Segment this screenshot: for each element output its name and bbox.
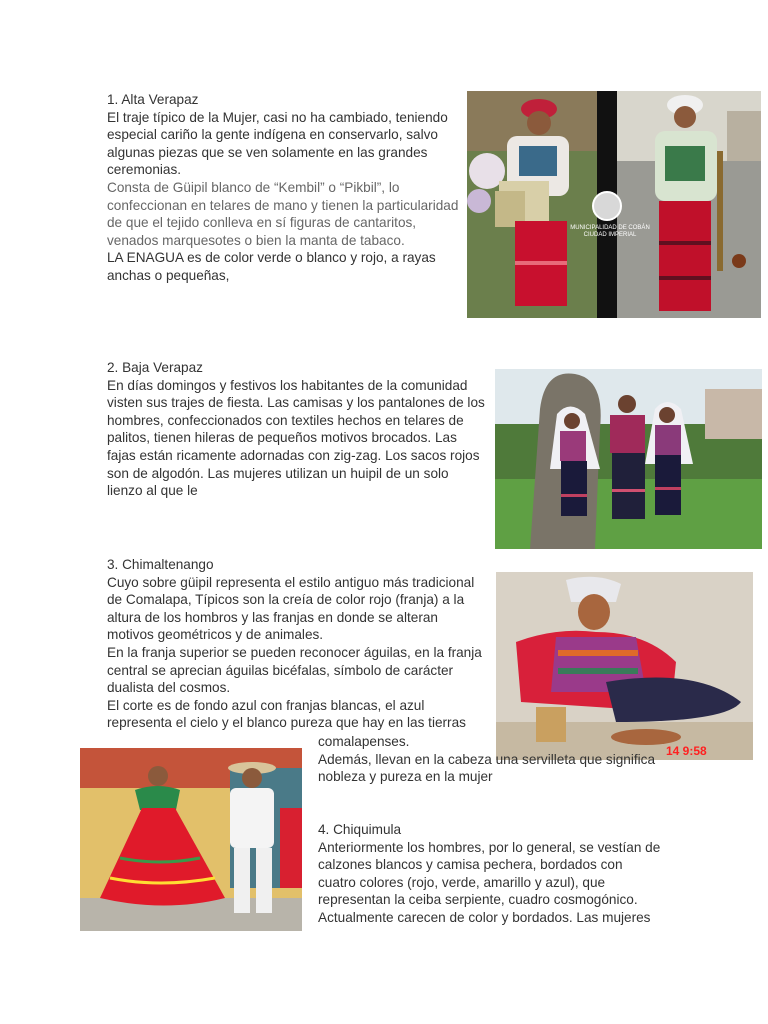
section-heading: 1. Alta Verapaz [107, 92, 199, 107]
seal-text-line: MUNICIPALIDAD DE COBÁN [570, 225, 650, 231]
paragraph: En días domingos y festivos los habitantes de la comunidad visten sus trajes de fiesta. Las camisas y los pantalones de los hombres, confeccionados con textiles hechos en telares de palitos, tienen hileras de pequeños motivos brocados. Las fajas están ricamente adornadas con zig-zag. Los sacos rojos son de algodón. Las mujeres utilizan un huipil de un solo lienzo al que le [107, 377, 485, 499]
seal-text-line: CIUDAD IMPERIAL [583, 232, 637, 238]
paragraph: En la franja superior se pueden reconocer águilas, en la franja central se aprecian águilas bicéfalas, símbolo de carácter dualista del cosmos. [107, 644, 482, 696]
paragraph: El traje típico de la Mujer, casi no ha cambiado, teniendo especial cariño la gente indígena en conservarlo, salvo algunas piezas que se ven solamente en las grandes ceremonias. [107, 109, 448, 178]
section-alta-verapaz [107, 91, 462, 285]
paragraph: El corte es de fondo azul con franjas blancas, el azul representa el cielo y el blanco pureza que hay en las tierras [107, 697, 466, 731]
section-chiquimula [318, 821, 663, 927]
painting-timestamp: 14 9:58 [666, 744, 707, 758]
photo-chimaltenango-painting [496, 572, 753, 760]
paragraph: comalapenses. [318, 734, 410, 749]
seal-text [570, 225, 650, 239]
section-heading: 4. Chiquimula [318, 822, 402, 837]
paragraph: Además, llevan en la cabeza una servilleta que significa nobleza y pureza en la mujer [318, 751, 656, 785]
section-heading: 2. Baja Verapaz [107, 360, 203, 375]
photo-alta-verapaz-women [467, 91, 761, 318]
chimaltenango-continuation [318, 733, 663, 786]
photo-chiquimula-dancers [80, 748, 302, 931]
section-heading: 3. Chimaltenango [107, 557, 214, 572]
paragraph: LA ENAGUA es de color verde o blanco y rojo, a rayas anchas o pequeñas, [107, 250, 436, 283]
paragraph: Anteriormente los hombres, por lo general, se vestían de calzones blancos y camisa pechera, bordados con cuatro colores (rojo, verde, amarillo y azul), que representan la ceiba serpiente, cuadro cosmogónico. Actualmente carecen de color y bordados. Las mujeres [318, 839, 661, 925]
photo-baja-verapaz-girls [495, 369, 762, 549]
paragraph: Cuyo sobre güipil representa el estilo antiguo más tradicional de Comalapa, Típicos son la creía de color rojo (franja) a la altura de los hombros y las franjas en donde se alteran motivos geométricos y de animales. [107, 574, 475, 643]
section-baja-verapaz [107, 359, 487, 500]
section-chimaltenango [107, 556, 485, 732]
paragraph: Consta de Güipil blanco de “Kembil” o “Pikbil”, lo confeccionan en telares de mano y tienen la particularidad de que el tejido conlleva en sí figuras de cantaritos, venados marquesotes o bien la manta de tabaco. [107, 179, 459, 248]
